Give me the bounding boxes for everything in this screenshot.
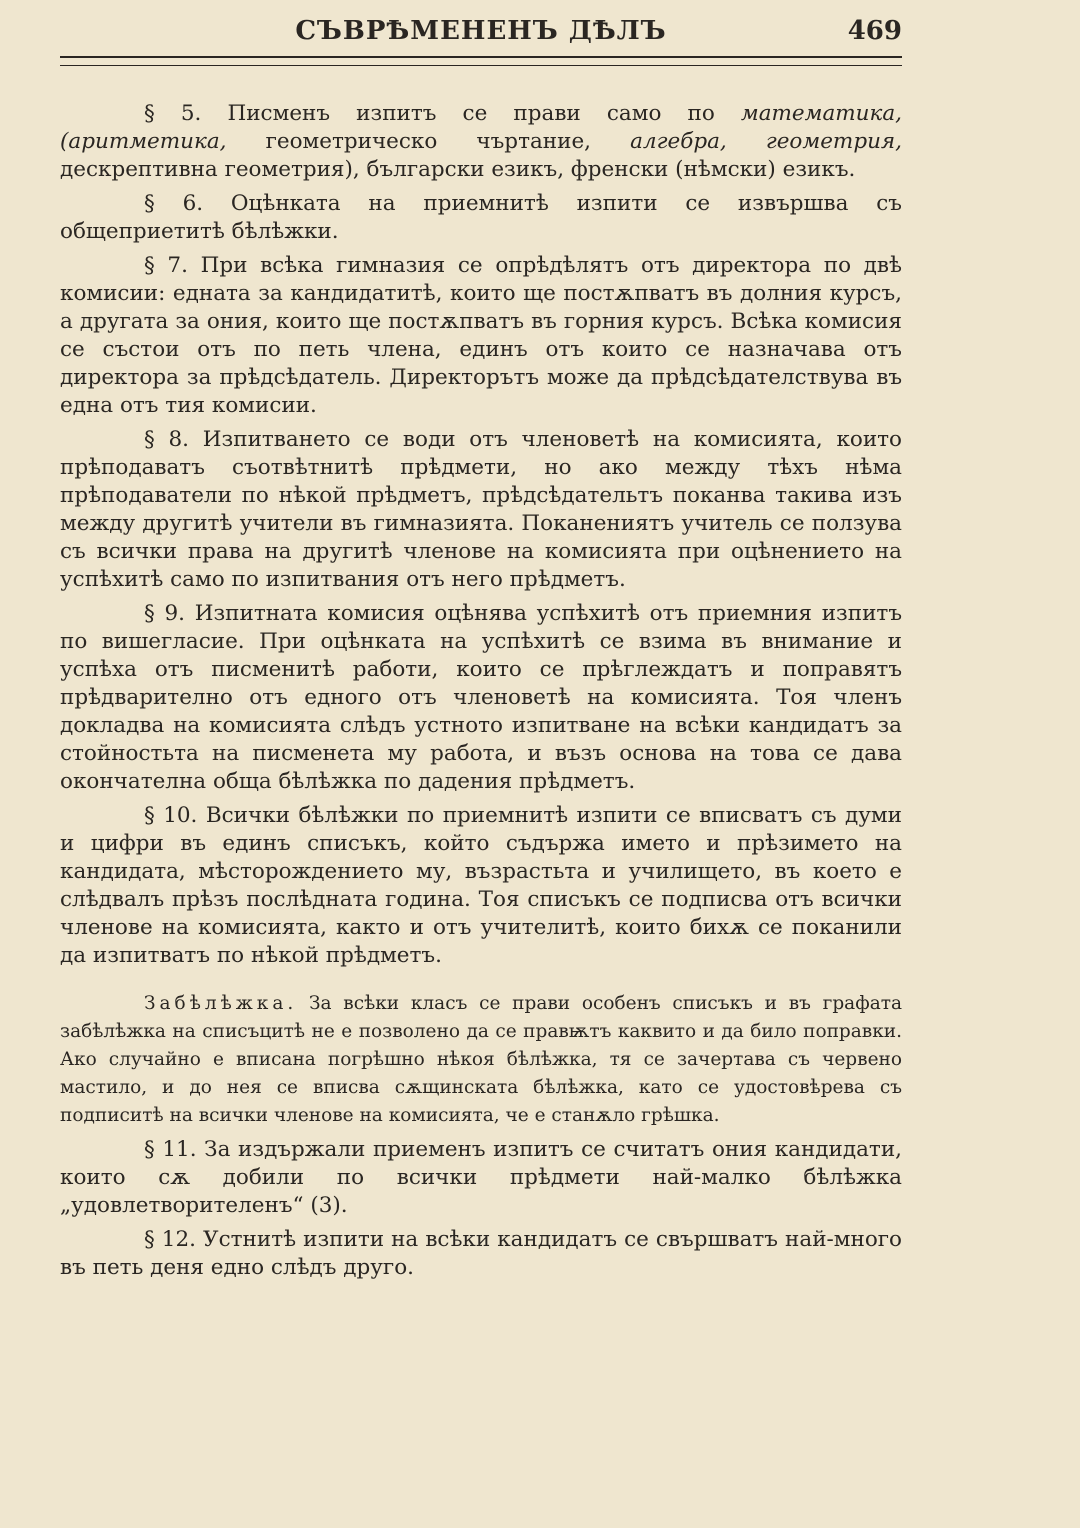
paragraph-6: § 6. Оцѣнката на приемнитѣ изпити се извършва съ общеприетитѣ бѣлѣжки. — [60, 191, 902, 244]
paragraph-7: § 7. При всѣка гимназия се опрѣдѣлятъ отъ директора по двѣ комисии: едната за кандидатитѣ, които ще постѫпватъ въ долния курсъ, а другата за ония, които ще постѫпватъ въ горния курсъ. Всѣка комисия се състои отъ по петь члена, единъ отъ които се назначава отъ директора за прѣдсѣдатель. Директорътъ може да прѣдсѣдателствува въ една отъ тия комисии. — [60, 253, 902, 418]
note-label: Забѣлѣжка. — [144, 993, 298, 1014]
paragraph-5-italic-subjects: математика, (аритметика, — [60, 101, 902, 154]
body-text — [60, 100, 902, 1288]
paragraph-5 — [60, 100, 902, 184]
note-text: За всѣки класъ се прави особенъ списъкъ и въ графата забѣлѣжка на списъцитѣ не е позволено да се правѭтъ каквито и да било поправки. Ако случайно е вписана погрѣшно нѣкоя бѣлѣжка, тя се зачертава съ червено мастило, и до нея се вписва сѫщинската бѣлѣжка, като се удостовѣрева съ подписитѣ на всички членове на комисията, че е станѫло грѣшка. — [60, 993, 902, 1126]
header-rule — [60, 56, 902, 66]
note-paragraph — [60, 990, 902, 1130]
paragraph-5-text-c: геометрическо чъртание, — [226, 129, 631, 154]
paragraph-10: § 10. Всички бѣлѣжки по приемнитѣ изпити се вписватъ съ думи и цифри въ единъ списъкъ, който съдържа името и прѣзимето на кандидата, мѣсторождението му, възрастьта и училището, въ което е слѣдвалъ прѣзъ послѣдната година. Тоя списъкъ се подписва отъ всички членове на комисията, както и отъ учителитѣ, които бихѫ се поканили да изпитватъ по нѣкой прѣдметъ. — [60, 803, 902, 968]
paragraph-9: § 9. Изпитната комисия оцѣнява успѣхитѣ отъ приемния изпитъ по вишегласие. При оцѣнката на успѣхитѣ се взима въ внимание и успѣха отъ писменитѣ работи, които се прѣглеждатъ и поправятъ прѣдварително отъ едного отъ членоветѣ на комисията. Тоя членъ докладва на комисията слѣдъ устното изпитване на всѣки кандидатъ за стойностьта на писменета му работа, и възъ основа на това се дава окончателна обща бѣлѣжка по дадения прѣдметъ. — [60, 601, 902, 794]
paragraph-5-text-a: § 5. Писменъ изпитъ се прави само по — [144, 101, 741, 126]
page-number: 469 — [847, 16, 902, 46]
paragraph-12: § 12. Устнитѣ изпити на всѣки кандидатъ се свършватъ най-много въ петь деня едно слѣдъ друго. — [60, 1227, 902, 1280]
paragraph-5-text-e: дескрептивна геометрия), български езикъ, френски (нѣмски) езикъ. — [60, 157, 856, 182]
running-title: СЪВРѢМЕНЕНЪ ДѢЛЪ — [295, 16, 667, 46]
paragraph-5-italic-algebra: алгебра, геометрия, — [630, 129, 902, 154]
paragraph-8: § 8. Изпитването се води отъ членоветѣ на комисията, които прѣподаватъ съотвѣтнитѣ прѣдмети, но ако между тѣхъ нѣма прѣподаватели по нѣкой прѣдметъ, прѣдсѣдательтъ поканва такива изъ между другитѣ учители въ гимназията. Поканениятъ учитель се ползува съ всички права на другитѣ членове на комисията при оцѣнението на успѣхитѣ само по изпитвания отъ него прѣдметъ. — [60, 427, 902, 592]
paragraph-11: § 11. За издържали приеменъ изпитъ се считатъ ония кандидати, които сѫ добили по всички прѣдмети най-малко бѣлѣжка „удовлетворителенъ“ (3). — [60, 1137, 902, 1218]
page-header — [60, 14, 902, 54]
